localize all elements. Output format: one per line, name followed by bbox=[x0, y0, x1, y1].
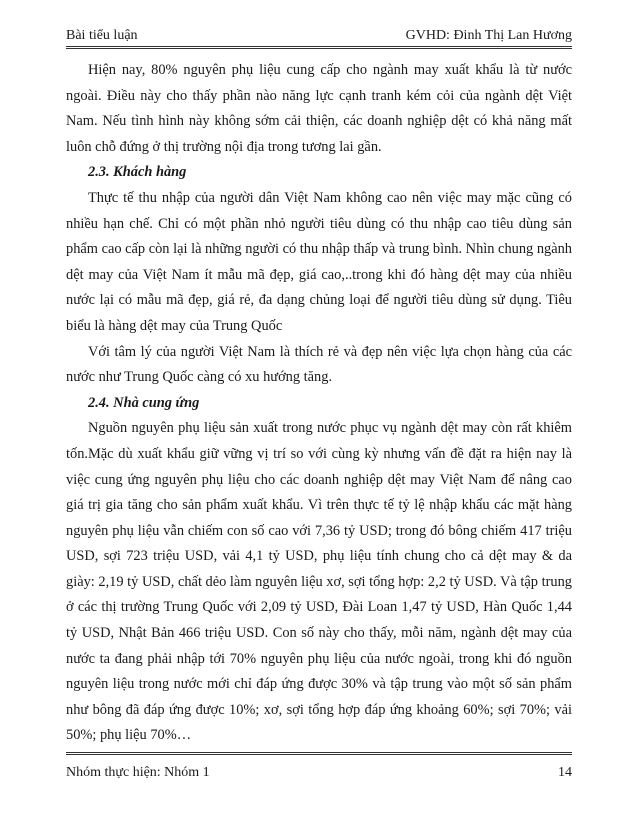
page-footer bbox=[66, 752, 572, 780]
paragraph-customers-psychology: Với tâm lý của người Việt Nam là thích rẻ và đẹp nên việc lựa chọn hàng của các nước như Trung Quốc càng có xu hướng tăng. bbox=[66, 343, 572, 386]
section-heading-customers: 2.3. Khách hàng bbox=[88, 164, 187, 181]
document-type-label: Bài tiểu luận bbox=[66, 28, 138, 43]
page-number: 14 bbox=[558, 765, 572, 780]
instructor-label: GVHD: Đinh Thị Lan Hương bbox=[405, 28, 572, 43]
group-label: Nhóm thực hiện: Nhóm 1 bbox=[66, 765, 210, 780]
page-header bbox=[66, 20, 572, 49]
paragraph-intro: Hiện nay, 80% nguyên phụ liệu cung cấp cho ngành may xuất khẩu là từ nước ngoài. Điều này cho thấy phần nào năng lực cạnh tranh kém cỏi của ngành dệt Việt Nam. Nếu tình hình này không sớm cải thiện, các doanh nghiệp dệt có khả năng mất luôn chỗ đứng ở thị trường nội địa trong tương lai gần. bbox=[66, 62, 572, 155]
section-heading-suppliers: 2.4. Nhà cung ứng bbox=[88, 394, 200, 411]
paragraph-suppliers: Nguồn nguyên phụ liệu sản xuất trong nước phục vụ ngành dệt may còn rất khiêm tốn.Mặc dù xuất khẩu giữ vững vị trí so với cùng kỳ nhưng vấn đề đặt ra hiện nay là việc cung ứng nguyên phụ liệu cho các doanh nghiệp dệt may Việt Nam để nâng cao giá trị gia tăng cho sản phẩm xuất khẩu. Vì trên thực tế tỷ lệ nhập khẩu các mặt hàng nguyên phụ liệu vẫn chiếm con số cao với 7,36 tỷ USD; trong đó bông chiếm 417 triệu USD, sợi 723 triệu USD, vải 4,1 tỷ USD, phụ liệu tính chung cho cả dệt may & da giày: 2,19 tỷ USD, chất dẻo làm nguyên liệu xơ, sợi tổng hợp: 2,2 tỷ USD. Và tập trung ở các thị trường Trung Quốc với 2,09 tỷ USD, Đài Loan 1,47 tỷ USD, Hàn Quốc 1,44 tỷ USD, Nhật Bản 466 triệu USD. Con số này cho thấy, mỗi năm, ngành dệt may của nước ta đang phải nhập tới 70% nguyên phụ liệu của nước ngoài, trong khi đó nguồn nguyên liệu trong nước mới chỉ đáp ứng được 30% và tập trung vào một số sản phẩm như bông đã đáp ứng được 10%; xơ, sợi tổng hợp đáp ứng khoảng 60%; sợi 70%; vải 50%; phụ liệu 70%… bbox=[66, 420, 572, 744]
paragraph-customers-income: Thực tế thu nhập của người dân Việt Nam không cao nên việc may mặc cũng có nhiều hạn chế. Chỉ có một phần nhỏ người tiêu dùng có thu nhập cao tiêu dùng sản phẩm cao cấp còn lại là những người có thu nhập thấp và trung bình. Nhìn chung ngành dệt may của Việt Nam ít mẫu mã đẹp, giá cao,..trong khi đó hàng dệt may của nhiều nước lại có mẫu mã đẹp, giá rẻ, đa dạng chủng loại để người tiêu dùng sử dụng. Tiêu biểu là hàng dệt may của Trung Quốc bbox=[66, 189, 572, 334]
page-content bbox=[66, 58, 572, 749]
